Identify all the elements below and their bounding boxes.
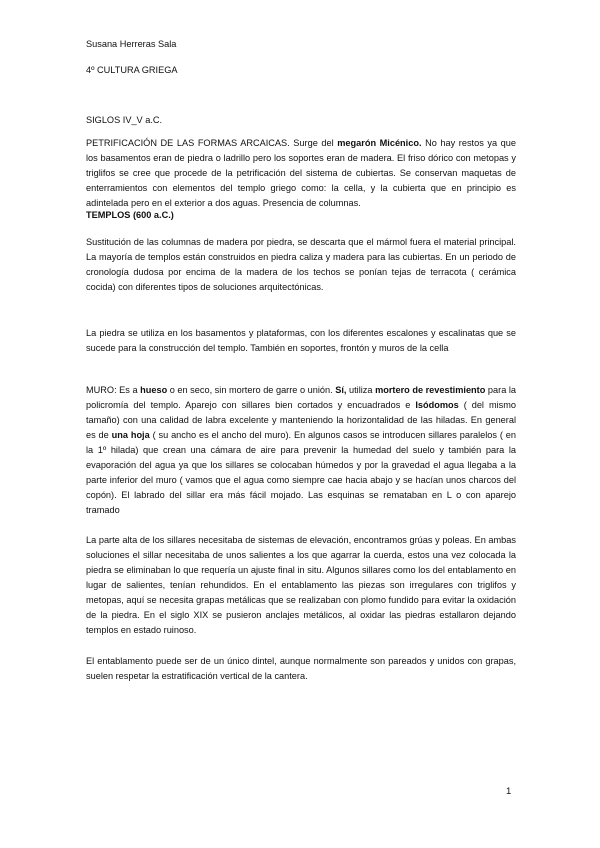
bold-run: una hoja	[111, 430, 150, 440]
bold-run: Isódomos	[415, 400, 459, 410]
course-title: 4º CULTURA GRIEGA	[86, 65, 178, 75]
text-run: PETRIFICACIÓN DE LAS FORMAS ARCAICAS. Surge del	[86, 138, 338, 148]
ashlar-lifting-paragraph	[86, 533, 516, 638]
text-run: La parte alta de los sillares necesitaba de sistemas de elevación, encontramos grúas y poleas. En ambas soluciones el sillar necesitaba de unos salientes a los que agarrar la cuerda, estos una vez colocada la piedra se eliminaban lo que requería un ajuste final in situ. Algunos sillares como los del entablamento en lugar de salientes, tenían rehundidos. En el entablamento las piezas son irregulares con triglifos y metopas, aquí se necesita grapas metálicas que se realizaban con plomo fundido para evitar la oxidación de la piedra. En el siglo XIX se pusieron anclajes metálicos, al oxidar las piedras estallaron dejando templos en estado ruinoso.	[86, 535, 516, 635]
bold-run: Sí,	[335, 385, 347, 395]
bold-run: mortero de revestimiento	[375, 385, 486, 395]
temples-paragraph	[86, 235, 516, 295]
text-run: La piedra se utiliza en los basamentos y plataformas, con los diferentes escalones y escalinatas que se sucede para la construcción del templo. También en soportes, frontón y muros de la cella	[86, 328, 516, 353]
entablature-paragraph	[86, 654, 516, 684]
bold-run: megarón Micénico.	[337, 138, 422, 148]
text-run: ( su ancho es el ancho del muro). En algunos casos se introducen sillares paralelos ( en la 1º hilada) que crean una cámara de aire para prevenir la humedad del suelo y también para la evaporación del agua ya que los sillares se colocaban húmedos y por la gravedad el agua llegaba a la parte inferior del muro ( vamos que el agua como siempre cae hacia abajo y se hacían unos charcos del copón). El labrado del sillar era más fácil mojado. Las esquinas se remataban en L o con aparejo tramado	[86, 430, 517, 515]
period-heading: SIGLOS IV_V a.C.	[86, 115, 163, 125]
text-run: o en seco, sin mortero de garre o unión.	[167, 385, 336, 395]
bold-run: hueso	[140, 385, 168, 395]
bold-run: TEMPLOS (600 a.C.)	[86, 210, 174, 220]
page-number: 1	[506, 786, 512, 797]
wall-paragraph	[86, 383, 516, 518]
stone-paragraph	[86, 326, 516, 356]
text-run: Sustitución de las columnas de madera por piedra, se descarta que el mármol fuera el material principal. La mayoría de templos están construidos en piedra caliza y madera para las cubiertas. En un periodo de cronología dudosa por encima de la madera de los techos se ponían tejas de terracota ( cerámica cocida) con diferentes tipos de soluciones arquitectónicas.	[86, 237, 516, 292]
intro-paragraph	[86, 136, 516, 211]
text-run: El entablamento puede ser de un único dintel, aunque normalmente son pareados y unidos con grapas, suelen respetar la estratificación vertical de la cantera.	[86, 656, 516, 681]
text-run: No hay restos ya que los basamentos eran de piedra o ladrillo pero los soportes eran de madera. El friso dórico con metopas y triglifos se cree que procede de la petrificación del sistema de cubiertas. Se conservan maquetas de enterramientos con elementos del templo griego como: la cella, y la cubierta que en principio es adintelada pero en el exterior a dos aguas. Presencia de columnas.	[86, 138, 517, 208]
text-run: para la policromía del templo. Aparejo con sillares bien cortados y encuadrados e	[86, 385, 517, 410]
author-name: Susana Herreras Sala	[86, 39, 177, 49]
text-run: ( del mismo tamaño) con una calidad de labra excelente y manteniendo la horizontalidad de las hiladas. En general es de	[86, 400, 516, 440]
temples-heading	[86, 208, 516, 223]
text-run: MURO: Es a	[86, 385, 141, 395]
text-run: utiliza	[346, 385, 376, 395]
